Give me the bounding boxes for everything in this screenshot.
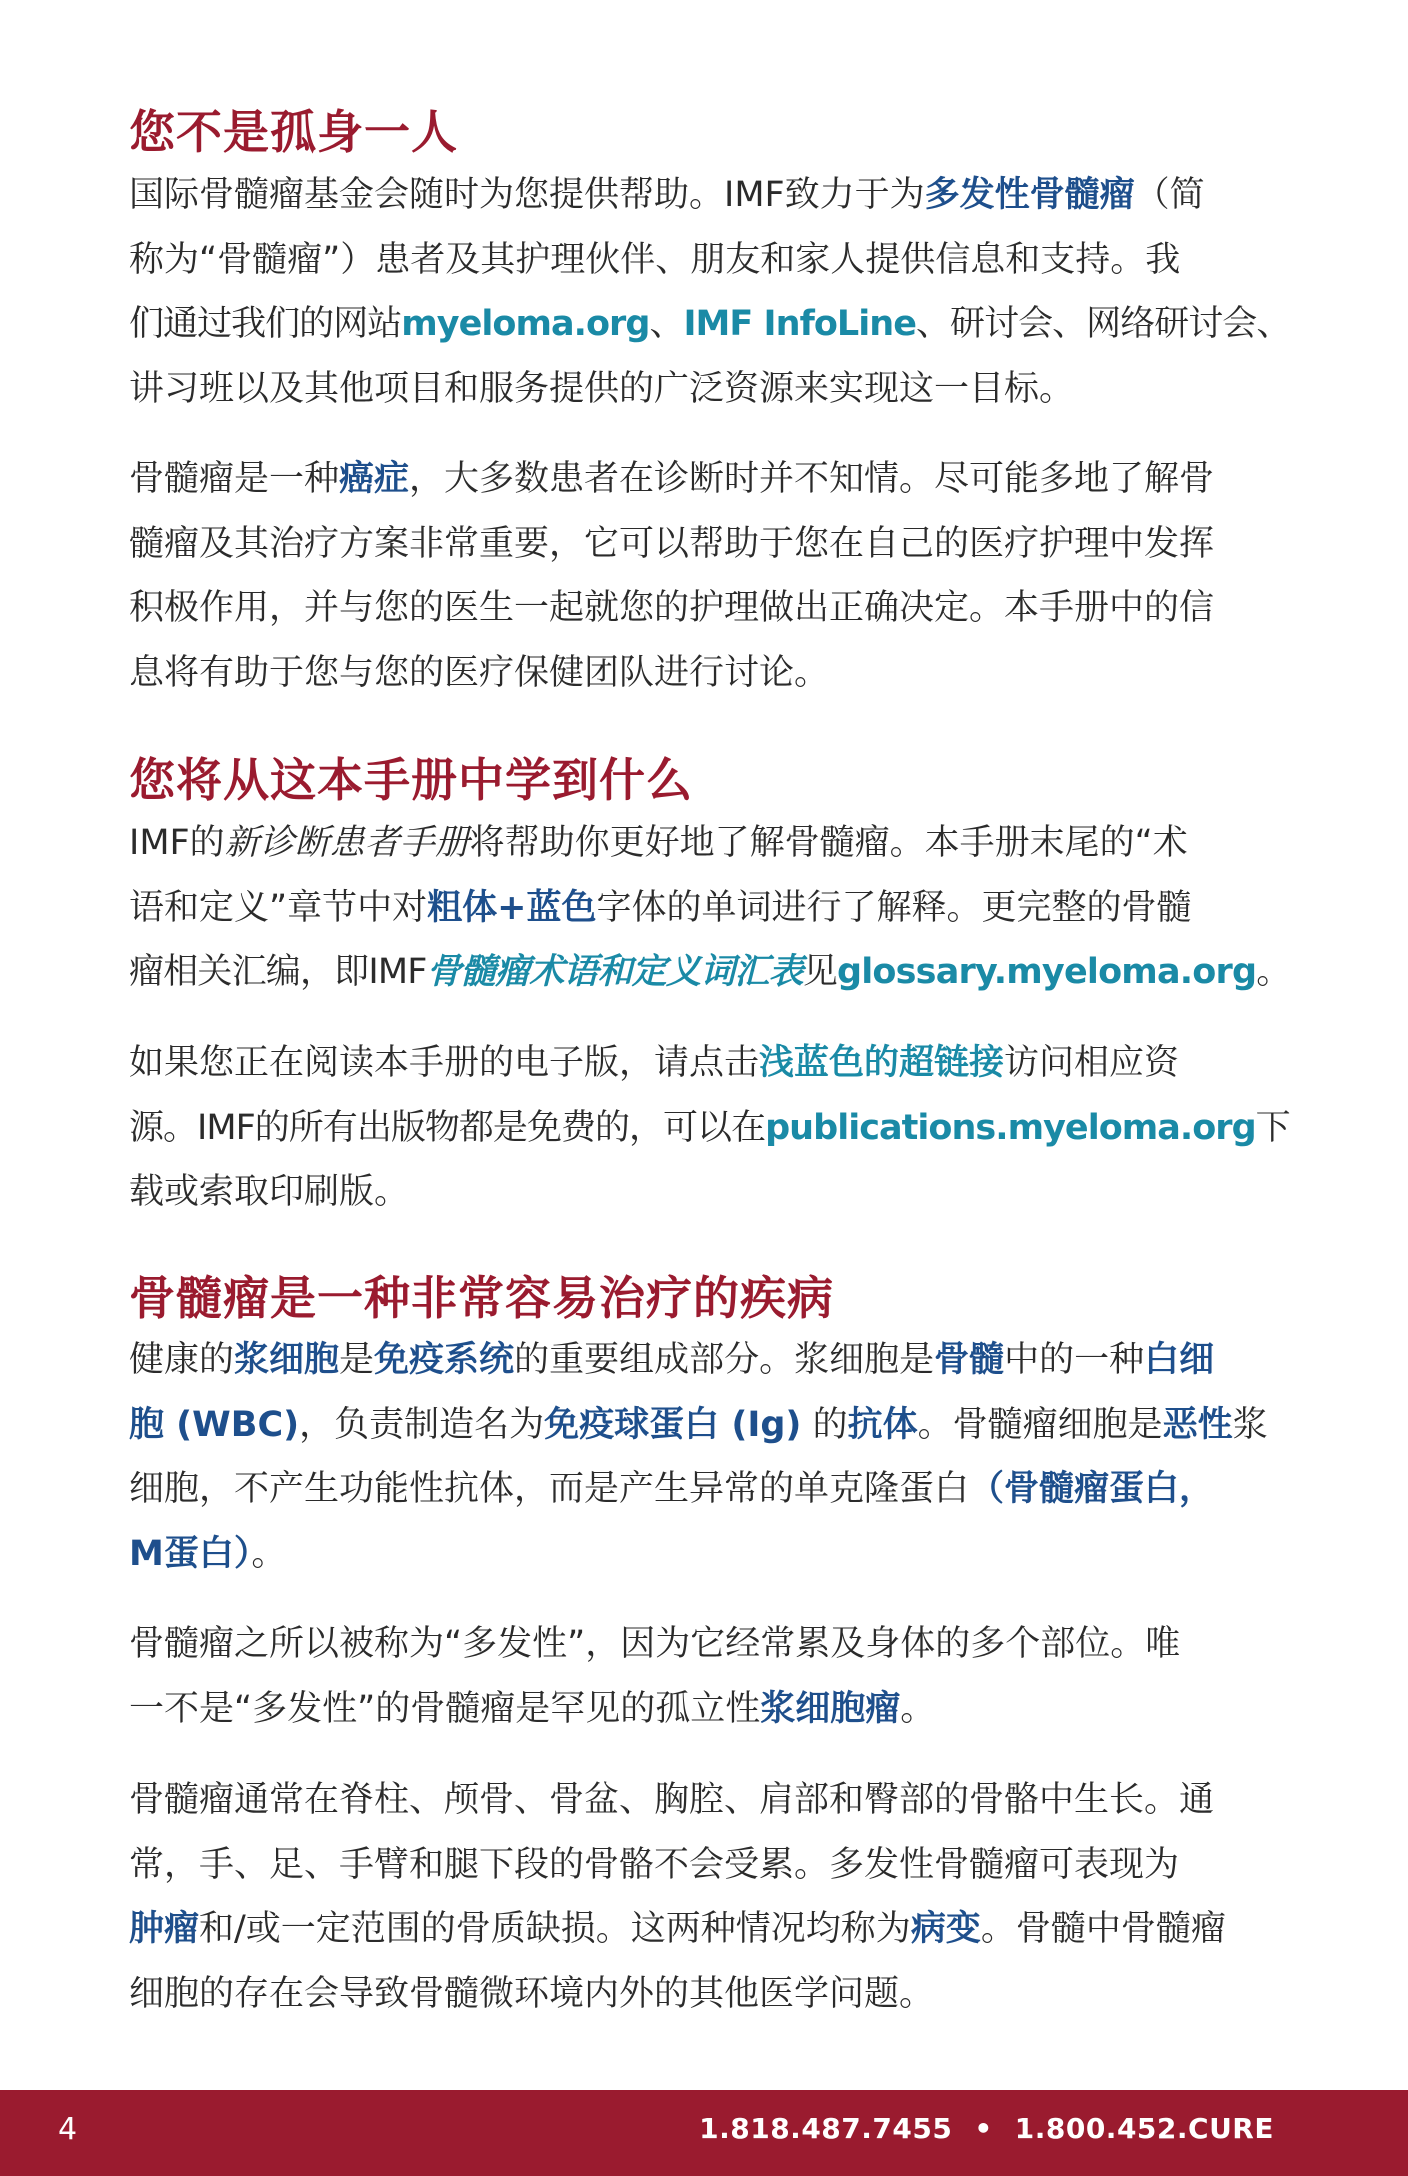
hyperlink[interactable]: publications.myeloma.org [765,1107,1256,1148]
text-line [129,1768,1299,1833]
text-run: 如果您正在阅读本手册的电子版，请点击 [129,1043,760,1083]
paragraph [129,1328,1299,1586]
text-run: 将帮助你更好地了解骨髓瘤。本手册末尾的“术 [469,823,1188,863]
text-line [129,1522,1299,1587]
text-run: 们通过我们的网站 [129,304,402,345]
text-run: 细胞，不产生功能性抗体，而是产生异常的单克隆蛋白 [129,1469,970,1510]
glossary-term[interactable]: 恶性 [1162,1404,1233,1445]
text-run: 访问相应资 [1004,1043,1180,1083]
section-heading-what-you-learn: 您将从这本手册中学到什么 [129,753,693,807]
page-number: 4 [58,2112,78,2147]
text-line [129,576,1299,641]
text-run: 下 [1255,1107,1290,1148]
hyperlink[interactable]: glossary.myeloma.org [836,952,1257,993]
text-line [129,512,1299,577]
text-run: 。 [900,1688,936,1729]
text-run: 。骨髓瘤细胞是 [917,1404,1163,1445]
hyperlink[interactable]: IMF InfoLine [683,304,916,345]
text-line [129,1962,1299,2027]
glossary-term[interactable]: 骨髓 [934,1340,1005,1380]
text-line [129,1160,1299,1225]
bullet-separator: • [974,2112,993,2145]
text-run: ，大多数患者在诊断时并不知情。尽可能多地了解骨 [409,459,1215,499]
text-line [129,1393,1299,1458]
text-run: 称为“骨髓瘤”）患者及其护理伙伴、朋友和家人提供信息和支持。我 [129,239,1181,280]
footer-phones [699,2112,1274,2145]
text-line [129,1096,1299,1161]
glossary-term[interactable]: 浆细胞瘤 [760,1688,901,1729]
text-run: 骨髓瘤通常在脊柱、颅骨、骨盆、胸腔、肩部和臀部的骨骼中生长。通 [129,1780,1215,1820]
text-run: 骨髓瘤之所以被称为“多发性”，因为它经常累及身体的多个部位。唯 [129,1624,1181,1664]
text-run: 骨髓瘤是一种 [129,459,340,499]
text-line [129,641,1299,706]
hyperlink[interactable]: 骨髓瘤术语和定义词汇表 [426,952,803,993]
paragraph [129,1031,1299,1225]
text-run: 。 [1256,952,1291,993]
text-line [129,1897,1299,1962]
text-run: IMF的 [129,823,225,863]
glossary-term[interactable]: 白细 [1144,1340,1215,1380]
text-run: 髓瘤及其治疗方案非常重要，它可以帮助于您在自己的医疗护理中发挥 [129,523,1215,564]
section-heading-not-alone: 您不是孤身一人 [129,105,458,159]
text-run: 。骨髓中骨髓瘤 [980,1909,1226,1950]
text-run: 的重要组成部分。浆细胞是 [514,1340,935,1380]
text-run: 健康的 [129,1340,235,1380]
text-run: 语和定义”章节中对 [129,887,428,928]
text-run: 一不是“多发性”的骨髓瘤是罕见的孤立性 [129,1688,761,1729]
publication-title: 新诊断患者手册 [224,823,470,863]
paragraph [129,1768,1299,2026]
text-run: 是 [339,1340,375,1380]
text-run: 国际骨髓瘤基金会随时为您提供帮助。IMF致力于为 [129,175,925,215]
page-footer [0,2090,1408,2176]
text-line [129,1031,1299,1096]
text-run: 浆 [1232,1404,1268,1445]
text-run: ，负责制造名为 [299,1404,545,1445]
text-run: 载或索取印刷版。 [129,1172,410,1213]
text-run: 积极作用，并与您的医生一起就您的护理做出正确决定。本手册中的信 [129,588,1215,629]
glossary-term[interactable]: （骨髓瘤蛋白， [969,1469,1215,1510]
glossary-term[interactable]: 免疫系统 [374,1340,515,1380]
text-run: 讲习班以及其他项目和服务提供的广泛资源来实现这一目标。 [129,368,1075,409]
text-line [129,292,1299,357]
text-line [129,163,1299,228]
text-run: 息将有助于您与您的医疗保健团队进行讨论。 [129,652,830,693]
glossary-term[interactable]: 免疫球蛋白 (Ig) [544,1404,802,1445]
text-line [129,1833,1299,1898]
text-line [129,228,1299,293]
paragraph [129,163,1299,421]
text-line [129,940,1299,1005]
paragraph [129,1612,1299,1741]
glossary-term[interactable]: M蛋白） [129,1533,252,1574]
text-run: 、 [649,304,684,345]
paragraph [129,447,1299,705]
text-run: 和/或一定范围的骨质缺损。这两种情况均称为 [199,1909,911,1950]
text-run: 字体的单词进行了解释。更完整的骨髓 [596,887,1192,928]
hyperlink[interactable]: myeloma.org [401,304,650,345]
text-run: 中的一种 [1004,1340,1145,1380]
text-line [129,1457,1299,1522]
glossary-term[interactable]: 肿瘤 [129,1909,200,1950]
text-line [129,357,1299,422]
text-run: 。 [251,1533,287,1574]
glossary-term[interactable]: 胞 (WBC) [129,1404,300,1445]
section-heading-treatable: 骨髓瘤是一种非常容易治疗的疾病 [129,1271,834,1325]
text-run: 常，手、足、手臂和腿下段的骨骼不会受累。多发性骨髓瘤可表现为 [129,1844,1180,1885]
text-line [129,876,1299,941]
phone-number-2[interactable]: 1.800.452.CURE [1014,2112,1274,2145]
paragraph [129,811,1299,1005]
phone-number-1[interactable]: 1.818.487.7455 [699,2112,953,2145]
text-line [129,1612,1299,1677]
hyperlink[interactable]: 浅蓝色的超链接 [759,1043,1005,1083]
text-line [129,1677,1299,1742]
glossary-term[interactable]: 癌症 [339,459,410,499]
text-run: 细胞的存在会导致骨髓微环境内外的其他医学问题。 [129,1973,935,2014]
text-run: 、研讨会、网络研讨会、 [916,304,1291,345]
text-line [129,1328,1299,1393]
text-line [129,447,1299,512]
glossary-term[interactable]: 多发性骨髓瘤 [924,175,1135,215]
text-run: 的 [801,1404,848,1445]
text-run: 瘤相关汇编，即IMF [129,952,427,993]
glossary-term[interactable]: 抗体 [847,1404,918,1445]
text-run: 源。IMF的所有出版物都是免费的，可以在 [129,1107,766,1148]
glossary-term[interactable]: 粗体+蓝色 [427,887,597,928]
text-line [129,811,1299,876]
text-run: （简 [1134,175,1205,215]
glossary-term[interactable]: 病变 [910,1909,981,1950]
glossary-term[interactable]: 浆细胞 [234,1340,340,1380]
text-run: 见 [802,952,837,993]
